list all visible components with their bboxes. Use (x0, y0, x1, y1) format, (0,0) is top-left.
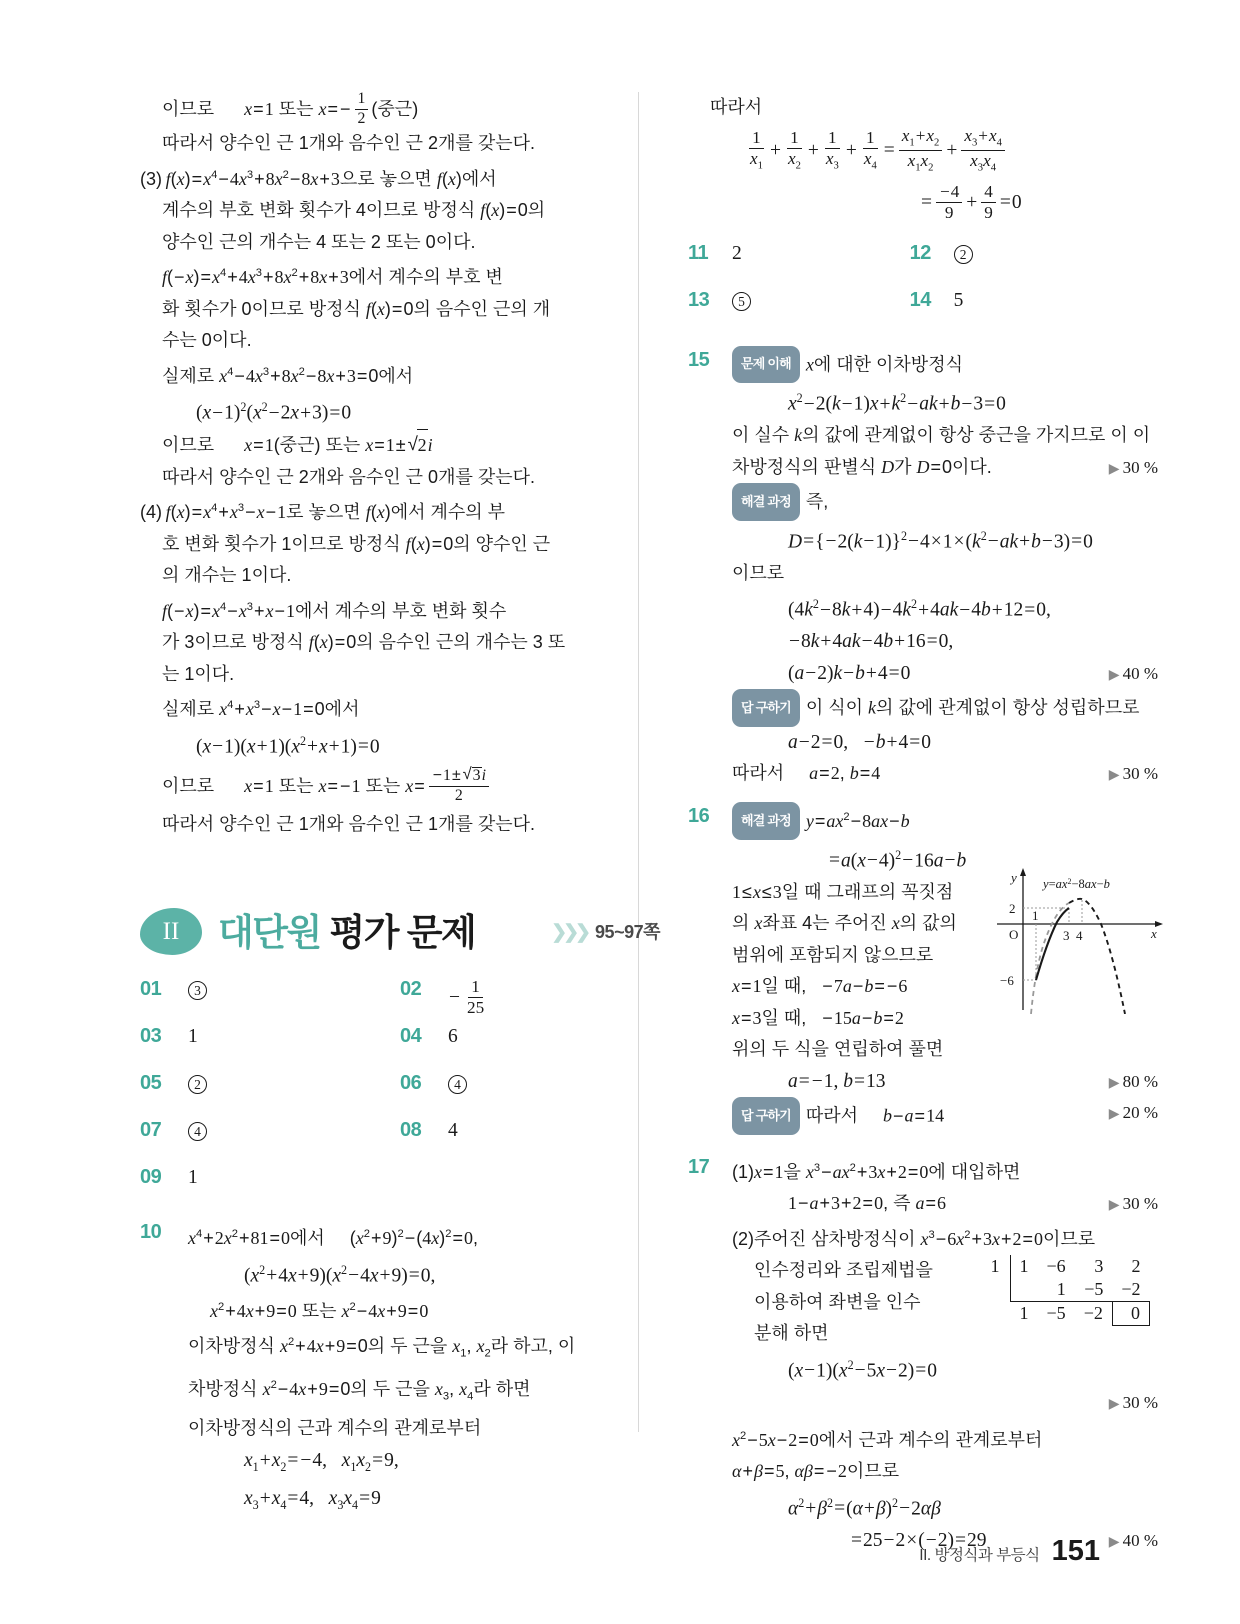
x-tick-4: 4 (1076, 927, 1083, 943)
parabola-dashed-right (1069, 898, 1125, 1013)
table-row (982, 1278, 1150, 1302)
score-percent: ▶ 30 % (1108, 1194, 1158, 1213)
question-number: 13 (688, 288, 710, 311)
solution-equation: $x_1+x_2= -4$, $x_1x_2=9$, (244, 1449, 399, 1474)
solution-line: 호 변화 횟수가 1이므로 방정식 f(x)=0의 양수인 근 (162, 533, 551, 554)
score-line (732, 1387, 1158, 1421)
solution-item-3: (3) $f(x)=x^4-4x^3+8x^2-8x+3$으로 놓으면 f(x)에서 (140, 168, 497, 189)
answer-cell (910, 289, 1158, 312)
answer-row (140, 1166, 660, 1213)
solution-line: 답 구하기 이 식이 k의 값에 관계없이 항상 성립하므로 (732, 689, 1158, 727)
page-range (551, 918, 660, 944)
solution-line: 실제로 $x^4+x^3-x-1=0$에서 (162, 699, 360, 720)
solution-line: 따라서 (710, 97, 763, 117)
circled-choice: 2 (188, 1075, 207, 1094)
solution-line: 이차방정식 $x^2+4x+9=0$의 두 근을 $x_1$, $x_2$라 하고, 이 (188, 1336, 576, 1360)
solution-line: 분해 하면 (754, 1323, 829, 1343)
badge-understand: 문제 이해 (732, 346, 800, 384)
carry-cell: −5 (1084, 1279, 1104, 1299)
answer-value: 1 (188, 1167, 198, 1189)
badge-process: 해결 과정 (732, 802, 800, 840)
score-percent: ▶ 80 % (1108, 1071, 1158, 1091)
section-blob-label: II (162, 917, 180, 945)
solution-equation: $\alpha^2+\beta^2=(\alpha+\beta)^2-2\alpha\beta$ (788, 1495, 941, 1519)
solution-line: 위의 두 식을 연립하여 풀면 (732, 1039, 944, 1059)
y-axis-arrow (1020, 868, 1026, 876)
answer-value (188, 1119, 207, 1142)
section-blob-icon (140, 908, 202, 955)
solution-line: 계수의 부호 변화 횟수가 4이므로 방정식 f(x)=0의 (162, 200, 546, 221)
question-number: 07 (140, 1119, 162, 1142)
solution-line: 이 실수 k의 값에 관계없이 항상 중근을 가지므로 이 이 (732, 425, 1151, 445)
solution-equation: (a−2)k−b+4=0 ▶ 40 % (732, 658, 1158, 690)
solution-equation: a−2=0, −b+4=0 (788, 731, 931, 753)
solution-line: 실제로 $x^4-4x^3+8x^2-8x+3=0$에서 (162, 365, 414, 386)
solution-line: 이므로 x=1(중근) 또는 x=1± √ 2i (140, 429, 660, 462)
solution-equation: $\frac{1}{x_1}$ + $\frac{1}{x_2}$ + $\frac{1}{x_3}$ + $\frac{1}{x_4}$ = $\frac{x_1+x_2}{x_1x_2}$ + $\frac{x_3+x_4}{x_3x_4}$ (688, 124, 1158, 178)
answer-grid-right (688, 242, 1158, 336)
carry-cell (1010, 1278, 1038, 1302)
answer-cell (910, 242, 1158, 265)
solution-body (732, 346, 1158, 790)
solution-body (732, 1153, 1158, 1557)
circled-choice: 4 (448, 1075, 467, 1094)
solution-line: 따라서 양수인 근 1개와 음수인 근 2개를 갖는다. (162, 133, 536, 154)
result-cell: −2 (1075, 1302, 1113, 1326)
answer-cell (140, 1166, 400, 1189)
solution-line: 이므로 x=1 또는 x= −1 또는 x= $\frac{-1\pm √ 3i}{2}$ (140, 763, 660, 809)
solution-equation: $(x-1)(x+1)(x^2+x+1)=0$ (196, 733, 380, 758)
triangle-right-icon: ▶ (1108, 1198, 1120, 1213)
solution-line: 답 구하기 따라서 b−a=14 ▶ 20 % (732, 1097, 1158, 1135)
solution-equation: =25−2×(−2)=29 ▶ 40 % (732, 1525, 1158, 1557)
circled-choice: 4 (188, 1122, 207, 1141)
triangle-right-icon: ▶ (1108, 768, 1120, 783)
footer-chapter: II. 방정식과 부등식 (919, 1547, 1040, 1564)
score-percent: ▶ 30 % (1108, 764, 1158, 783)
question-number: 11 (688, 241, 709, 264)
solution-line: 해결 과정 즉, (732, 483, 1158, 521)
score-percent: ▶ 40 % (1108, 663, 1158, 683)
page-footer (919, 1535, 1100, 1568)
solution-line: 따라서 양수인 근 2개와 음수인 근 0개를 갖는다. (162, 466, 536, 487)
circled-choice: 2 (954, 245, 973, 264)
table-row (982, 1255, 1150, 1278)
answer-cell (400, 1025, 660, 1048)
answer-row (140, 978, 660, 1025)
solution-equation: 1−a+3+2=0, 즉 a=6 ▶ 30 % (732, 1188, 1158, 1220)
y-tick-2: 2 (1009, 900, 1016, 916)
solution-line: 범위에 포함되지 않으므로 (732, 944, 934, 965)
answer-cell (140, 978, 400, 1001)
answer-row (688, 289, 1158, 336)
solution-line: 차방정식의 판별식 D가 D=0이다. ▶ 30 % (732, 452, 1158, 484)
solution-equation: $x^2-2(k-1)x+k^2-ak+b-3=0$ (788, 391, 1006, 415)
chevron-right-icon: ❯❯❯ (551, 922, 588, 944)
answer-value (448, 1072, 467, 1095)
left-column (140, 92, 660, 1556)
x-axis-label: x (1151, 925, 1157, 941)
solution-equation: $D=\{-2(k-1)\}^2-4\times 1\times(k^2-ak+b-3)=0$ (788, 528, 1093, 552)
answer-row (140, 1119, 660, 1166)
solution-16 (688, 802, 1158, 1135)
solution-body (188, 1219, 660, 1521)
question-number: 15 (688, 348, 710, 371)
solution-line: 해결 과정 $y=ax^2-8ax-b$ (732, 802, 1158, 840)
answer-value (188, 1072, 207, 1095)
question-number: 06 (400, 1072, 422, 1095)
answer-cell (688, 242, 910, 265)
solution-line: 양수인 근의 개수는 4 또는 2 또는 0이다. (162, 231, 476, 252)
answer-row (140, 1025, 660, 1072)
page-range-label: 95~97쪽 (595, 922, 660, 943)
solution-10 (140, 1219, 660, 1521)
score-percent: ▶ 40 % (1108, 1530, 1158, 1550)
solution-equation: $x^2+4x+9=0$ 또는 $x^2-4x+9=0$ (210, 1300, 429, 1321)
answer-value (732, 289, 751, 312)
solution-line: 이용하여 좌변을 인수 (754, 1291, 921, 1312)
question-number: 02 (400, 978, 422, 1001)
answer-value (188, 978, 207, 1001)
solution-line: 의 x좌표 4는 주어진 x의 값의 (732, 913, 957, 933)
answer-cell (400, 1119, 660, 1142)
answer-cell (140, 1072, 400, 1095)
x-tick-3: 3 (1063, 927, 1070, 943)
solution-line: 화 횟수가 0이므로 방정식 f(x)=0의 음수인 근의 개 (162, 298, 551, 319)
answer-value: 1 (188, 1026, 198, 1048)
triangle-right-icon: ▶ (1108, 1075, 1120, 1091)
solution-line: 문제 이해 x에 대한 이차방정식 (732, 346, 1158, 384)
circled-choice: 5 (732, 292, 751, 311)
solution-equation: $(4k^2-8k+4)-4k^2+4ak-4b+12=0$, (788, 597, 1051, 621)
triangle-right-icon: ▶ (1108, 461, 1120, 477)
footer-page-number: 151 (1051, 1535, 1100, 1567)
parabola-svg (991, 862, 1166, 1014)
triangle-right-icon: ▶ (1108, 1396, 1120, 1412)
solution-15 (688, 346, 1158, 790)
answer-grid (140, 978, 660, 1213)
x-tick-1: 1 (1032, 907, 1039, 923)
answer-value: 2 (732, 242, 742, 264)
solution-equation: −8k+4ak−4b+16=0, (789, 631, 954, 652)
solution-equation: $(x^2+4x+9)(x^2-4x+9)=0$, (244, 1262, 436, 1287)
solution-line: 이차방정식의 근과 계수의 관계로부터 (188, 1418, 482, 1439)
triangle-right-icon: ▶ (1108, 1534, 1120, 1550)
section-title (218, 902, 475, 956)
coef-cell: −6 (1046, 1256, 1066, 1276)
question-number: 05 (140, 1072, 162, 1095)
solution-line: $f(-x)=x^4+4x^3+8x^2+8x+3$에서 계수의 부호 변 (162, 267, 503, 288)
score-percent: ▶ 30 % (1108, 1392, 1158, 1412)
solution-line: 수는 0이다. (162, 330, 252, 351)
y-tick-neg6: −6 (1000, 972, 1014, 988)
solution-equation: = $\frac{-4}{9}$ + $\frac{4}{9}$ =0 (921, 181, 1022, 222)
solution-item-4: (4) $f(x)=x^4+x^3-x-1$로 놓으면 f(x)에서 계수의 부 (140, 502, 506, 523)
solution-equation: $=a(x-4)^2-16a-b$ (829, 847, 967, 871)
remainder-cell: 0 (1112, 1302, 1149, 1326)
answer-value: 6 (448, 1026, 458, 1048)
score-percent: ▶ 30 % (1108, 457, 1158, 477)
answer-value (954, 242, 973, 265)
answer-value: 5 (953, 289, 964, 311)
answer-cell (688, 289, 910, 312)
solution-line: 는 1이다. (162, 663, 235, 684)
solution-line: 이므로 x=1 또는 x= − $\frac{1}{2}$ (중근) (162, 90, 419, 127)
answer-cell (400, 978, 660, 1018)
divisor-cell-empty (982, 1302, 1011, 1326)
divisor-cell-empty (982, 1278, 1011, 1302)
solution-line: α+β=5, αβ= −2이므로 (732, 1461, 900, 1481)
question-number: 04 (400, 1025, 422, 1048)
question-number: 03 (140, 1025, 162, 1048)
parabola-figure (991, 862, 1166, 1012)
section-title-green: 대단원 (218, 912, 321, 954)
question-number: 08 (400, 1119, 422, 1142)
divisor-cell: 1 (982, 1255, 1011, 1278)
triangle-right-icon: ▶ (1108, 1107, 1120, 1122)
solution-line: $f(-x)=x^4-x^3+x-1$에서 계수의 부호 변화 횟수 (162, 600, 507, 621)
question-number: 17 (688, 1155, 710, 1178)
coef-cell: 1 (1019, 1256, 1029, 1276)
coef-cell: 2 (1131, 1256, 1141, 1276)
question-number: 09 (140, 1166, 162, 1189)
solution-line: 1≤x≤3일 때 그래프의 꼭짓점 (732, 881, 954, 902)
right-column (688, 92, 1158, 1556)
result-cell: −5 (1038, 1302, 1075, 1326)
origin-label: O (1009, 926, 1019, 942)
coef-cell: 3 (1094, 1256, 1104, 1276)
solution-line: 따라서 양수인 근 1개와 음수인 근 1개를 갖는다. (162, 813, 536, 834)
solution-line: x=1일 때, −7a−b= −6 (732, 976, 908, 996)
question-number: 16 (688, 804, 710, 827)
badge-process: 해결 과정 (732, 483, 800, 521)
solution-equation: $(x-1)(x^2-5x-2)=0$ (788, 1357, 938, 1381)
triangle-right-icon: ▶ (1108, 667, 1120, 683)
section-title-dark: 평가 문제 (329, 912, 476, 954)
synthetic-division (982, 1255, 1150, 1326)
answer-cell (140, 1119, 400, 1142)
solution-line: (2)주어진 삼차방정식이 $x^3-6x^2+3x+2=0$이므로 (732, 1228, 1096, 1249)
answer-value: 4 (448, 1120, 458, 1142)
table-row (982, 1302, 1150, 1326)
score-percent: ▶ 20 % (1108, 1103, 1158, 1122)
question-number: 14 (909, 288, 931, 311)
solution-equation: $(x-1)^2(x^2-2x+3)=0$ (196, 400, 352, 424)
question-number: 10 (140, 1221, 162, 1244)
page-columns (0, 92, 1240, 1556)
solution-line: 의 개수는 1이다. (162, 565, 292, 586)
parabola-solid-segment (1036, 908, 1069, 980)
y-axis-label: y (1011, 869, 1017, 885)
solution-line: 따라서 a=2, b=4 ▶ 30 % (732, 758, 1158, 790)
answer-cell (400, 1072, 660, 1095)
answer-row (140, 1072, 660, 1119)
carry-cell: −2 (1121, 1279, 1141, 1299)
solution-line: $x^2-5x-2=0$에서 근과 계수의 관계로부터 (732, 1429, 1043, 1450)
solution-line: 가 3이므로 방정식 f(x)=0의 음수인 근의 개수는 3 또 (162, 632, 566, 653)
section-header (140, 902, 660, 972)
answer-cell (140, 1025, 400, 1048)
solution-line: 차방정식 $x^2-4x+9=0$의 두 근을 $x_3$, $x_4$라 하면 (188, 1379, 531, 1403)
carry-cell: 1 (1056, 1279, 1066, 1299)
solution-line: 인수정리와 조립제법을 (754, 1260, 933, 1280)
circled-choice: 3 (188, 981, 207, 1000)
solution-line: (1)x=1을 $x^3-ax^2+3x+2=0$에 대입하면 (732, 1161, 1021, 1182)
result-cell: 1 (1010, 1302, 1038, 1326)
badge-answer: 답 구하기 (732, 1097, 800, 1135)
question-number: 01 (140, 978, 162, 1001)
solution-line: 이므로 (732, 562, 785, 583)
solution-line: $x^4+2x^2+81=0$에서 $(x^2+9)^2-(4x)^2=0$, (188, 1228, 478, 1249)
badge-answer: 답 구하기 (732, 689, 800, 727)
question-number: 12 (909, 241, 931, 264)
curve-equation-label: $y=ax^2-8ax-b$ (1043, 876, 1110, 891)
answer-row (688, 242, 1158, 289)
solution-equation: $x_3+x_4=4$, $x_3x_4=9$ (244, 1488, 381, 1513)
solution-equation: a= −1, b=13 ▶ 80 % (732, 1066, 1158, 1098)
synthetic-division-table (982, 1255, 1150, 1326)
solution-17 (688, 1153, 1158, 1557)
answer-value: − $\frac{1}{25}$ (449, 977, 485, 1018)
solution-line: x=3일 때, −15a−b=2 (732, 1007, 904, 1028)
